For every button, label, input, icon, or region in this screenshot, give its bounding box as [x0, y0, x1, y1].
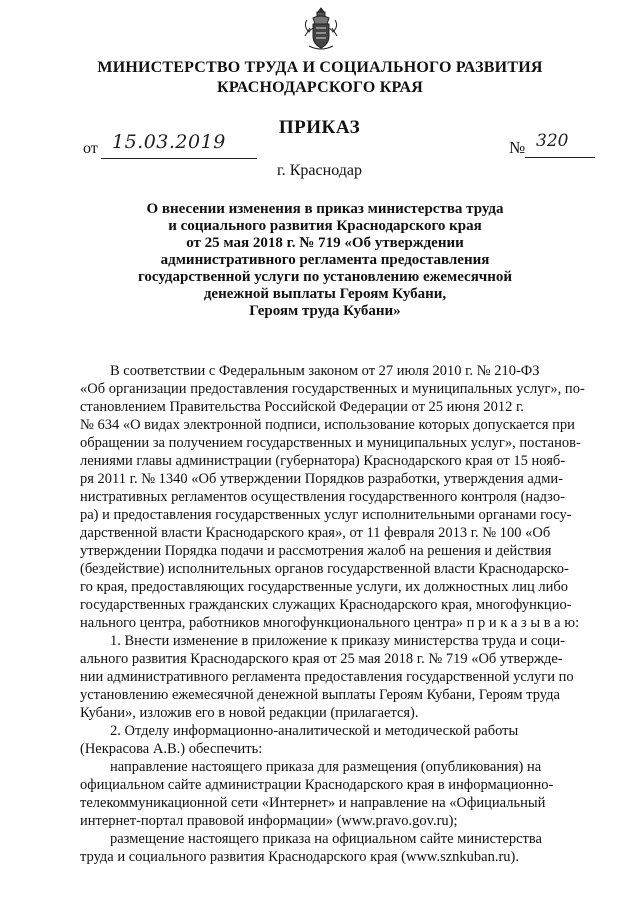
body-line: интернет-портал правовой информации» (www.pravo.gov.ru);	[80, 813, 458, 829]
body-line: утверждении Порядка подачи и рассмотрения жалоб на решения и действия	[80, 543, 552, 559]
subject-line: административного регламента предоставления	[160, 252, 490, 268]
body-line: «Об организации предоставления государственных и муниципальных услуг», по-	[80, 381, 585, 397]
subject-line: О внесении изменения в приказ министерства труда	[146, 201, 504, 217]
body-line: официальном сайте администрации Краснодарского края в информационно-	[80, 777, 554, 793]
document-title: ПРИКАЗ	[278, 117, 361, 138]
body-line: труда и социального развития Краснодарского края (www.sznkuban.ru).	[80, 849, 520, 865]
body-line: направление настоящего приказа для размещения (опубликования) на	[110, 759, 542, 775]
body-line: дарственной власти Краснодарского края», от 11 февраля 2013 г. № 100 «Об	[80, 525, 551, 541]
body-line: Кубани», изложив его в новой редакции (прилагается).	[80, 705, 419, 721]
subject-line: и социального развития Краснодарского края	[168, 218, 482, 234]
ministry-name-line2: КРАСНОДАРСКОГО КРАЯ	[217, 79, 423, 96]
body-line: телекоммуникационной сети «Интернет» и направление на «Официальный	[80, 795, 546, 811]
date-prefix-label: от	[83, 140, 98, 157]
body-line: ального развития Краснодарского края от 25 мая 2018 г. № 719 «Об утвержде-	[80, 651, 563, 667]
city-line: г. Краснодар	[277, 162, 362, 179]
body-line: нистративных регламентов осуществления государственного контроля (надзо-	[80, 489, 565, 505]
body-line: государственных гражданских служащих Краснодарского края, многофункцио-	[80, 597, 572, 613]
body-line: ря 2011 г. № 1340 «Об утверждении Порядков разработки, утверждения адми-	[80, 471, 564, 487]
body-line: установлению ежемесячной денежной выплаты Героям Кубани, Героям труда	[80, 687, 560, 703]
body-line: нального центра, работников многофункционального центра» п р и к а з ы в а ю:	[80, 615, 580, 631]
body-line: В соответствии с Федеральным законом от 27 июля 2010 г. № 210-ФЗ	[110, 363, 540, 379]
subject-line: государственной услуги по установлению ежемесячной	[137, 269, 513, 285]
body-line: (Некрасова А.В.) обеспечить:	[80, 741, 263, 757]
subject-line: от 25 мая 2018 г. № 719 «Об утверждении	[186, 235, 464, 251]
body-line: ра) и предоставления государственных услуг исполнительными органами госу-	[80, 507, 572, 523]
order-subject	[120, 201, 530, 320]
body-line: (бездействие) исполнительных органов государственной власти Краснодарско-	[80, 561, 569, 577]
subject-line: денежной выплаты Героям Кубани,	[203, 286, 447, 302]
subject-line: Героям труда Кубани»	[249, 303, 401, 319]
order-number: 320	[536, 131, 569, 151]
order-body	[80, 362, 598, 866]
body-line: обращении за получением государственных и муниципальных услуг», постанов-	[80, 435, 581, 451]
body-line: размещение настоящего приказа на официальном сайте министерства	[110, 831, 542, 847]
body-line: становлением Правительства Российской Федерации от 25 июня 2012 г.	[80, 399, 524, 415]
number-label: №	[509, 138, 526, 157]
body-line: нии административного регламента предоставления государственной услуги по	[80, 669, 574, 685]
order-date: 15.03.2019	[112, 131, 226, 153]
coat-of-arms-icon	[301, 6, 341, 54]
date-underline	[101, 158, 257, 159]
body-line: го края, предоставляющих государственные услуги, их должностных лиц либо	[80, 579, 569, 595]
body-line: 2. Отделу информационно-аналитической и методической работы	[110, 723, 519, 739]
body-line: 1. Внести изменение в приложение к приказу министерства труда и соци-	[110, 633, 565, 649]
body-line: лениями главы администрации (губернатора) Краснодарского края от 15 нояб-	[80, 453, 566, 469]
body-line: № 634 «О видах электронной подписи, использование которых допускается при	[80, 417, 575, 433]
number-underline	[525, 157, 595, 158]
ministry-name-line1: МИНИСТЕРСТВО ТРУДА И СОЦИАЛЬНОГО РАЗВИТИЯ	[97, 59, 543, 76]
